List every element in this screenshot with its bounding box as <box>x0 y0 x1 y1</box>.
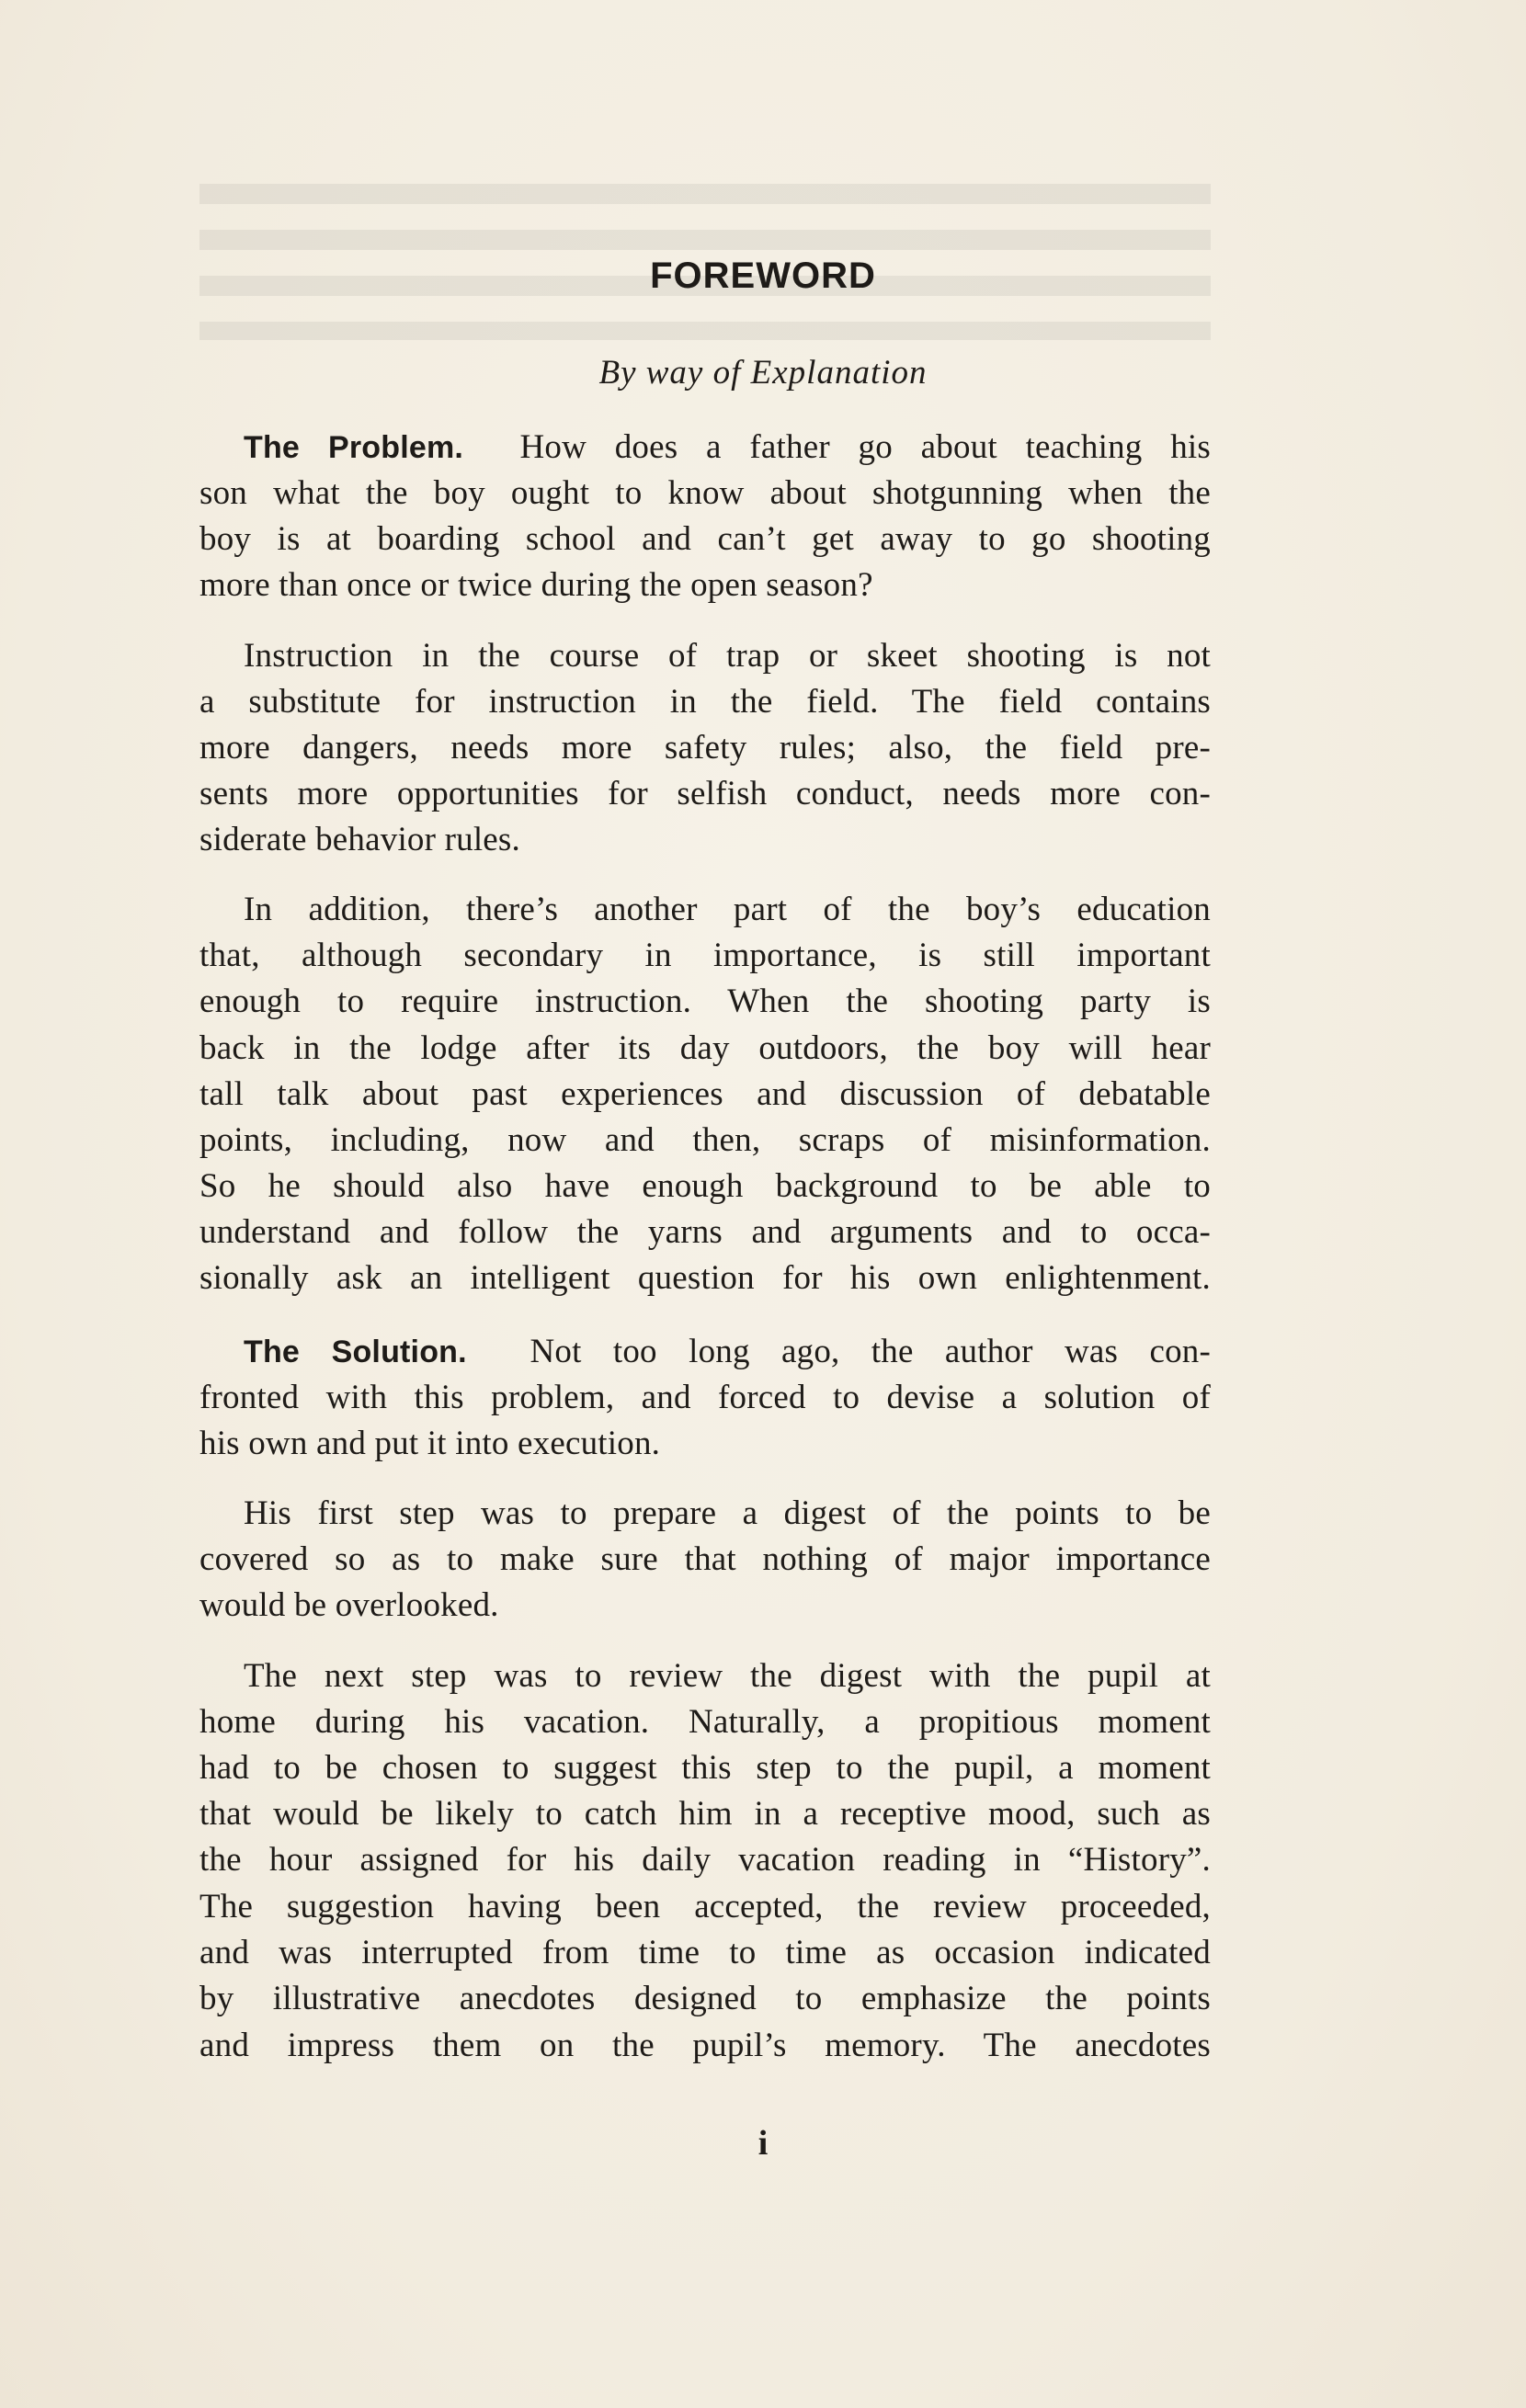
text-line: The suggestion having been accepted, the review proceeded, <box>199 1888 1211 1925</box>
text-line: son what the boy ought to know about shotgunning when the <box>199 474 1211 512</box>
text-line: more than once or twice during the open season? <box>199 566 873 604</box>
text-line: his own and put it into execution. <box>199 1425 661 1462</box>
text-line: So he should also have enough background to be able to <box>199 1167 1211 1205</box>
text-line: fronted with this problem, and forced to devise a solution of <box>199 1379 1211 1416</box>
text-line: more dangers, needs more safety rules; also, the field pre- <box>199 729 1211 767</box>
text-line: and was interrupted from time to time as occasion indicated <box>199 1934 1211 1971</box>
text-line: In addition, there’s another part of the boy’s education <box>244 891 1211 928</box>
paragraph-lead: The Solution. <box>244 1335 467 1369</box>
text-line: the hour assigned for his daily vacation reading in “History”. <box>199 1841 1211 1879</box>
text-line: a substitute for instruction in the field. The field contains <box>199 683 1211 721</box>
text-line: His first step was to prepare a digest of the points to be <box>244 1494 1211 1532</box>
chapter-subheading: By way of Explanation <box>598 354 928 392</box>
text-line: back in the lodge after its day outdoors, the boy will hear <box>199 1029 1211 1067</box>
text-line: The Problem. How does a father go about teaching his <box>244 428 1211 466</box>
chapter-heading: FOREWORD <box>650 256 876 296</box>
text-line: had to be chosen to suggest this step to the pupil, a moment <box>199 1749 1211 1787</box>
page-number: i <box>757 2124 769 2163</box>
text-line: The next step was to review the digest with the pupil at <box>244 1657 1211 1695</box>
text-line: that would be likely to catch him in a receptive mood, such as <box>199 1795 1211 1833</box>
text-line: sionally ask an intelligent question for his own enlightenment. <box>199 1259 1211 1297</box>
text-line: would be overlooked. <box>199 1586 499 1624</box>
text-line: that, although secondary in importance, is still important <box>199 937 1211 974</box>
text-line: Instruction in the course of trap or skeet shooting is not <box>244 637 1211 675</box>
text-line: points, including, now and then, scraps of misinformation. <box>199 1121 1211 1159</box>
text-line: by illustrative anecdotes designed to emphasize the points <box>199 1980 1211 2017</box>
paragraph-lead: The Problem. <box>244 430 464 465</box>
text-line: home during his vacation. Naturally, a propitious moment <box>199 1703 1211 1741</box>
text-line: enough to require instruction. When the shooting party is <box>199 983 1211 1020</box>
text-line: sents more opportunities for selfish conduct, needs more con- <box>199 775 1211 812</box>
text-line: tall talk about past experiences and discussion of debatable <box>199 1075 1211 1113</box>
text-line: siderate behavior rules. <box>199 821 520 858</box>
text-line: The Solution. Not too long ago, the author was con- <box>244 1333 1211 1370</box>
text-line: and impress them on the pupil’s memory. The anecdotes <box>199 2027 1211 2064</box>
text-line: boy is at boarding school and can’t get away to go shooting <box>199 520 1211 558</box>
text-line: covered so as to make sure that nothing of major importance <box>199 1540 1211 1578</box>
text-line: understand and follow the yarns and arguments and to occa- <box>199 1213 1211 1251</box>
